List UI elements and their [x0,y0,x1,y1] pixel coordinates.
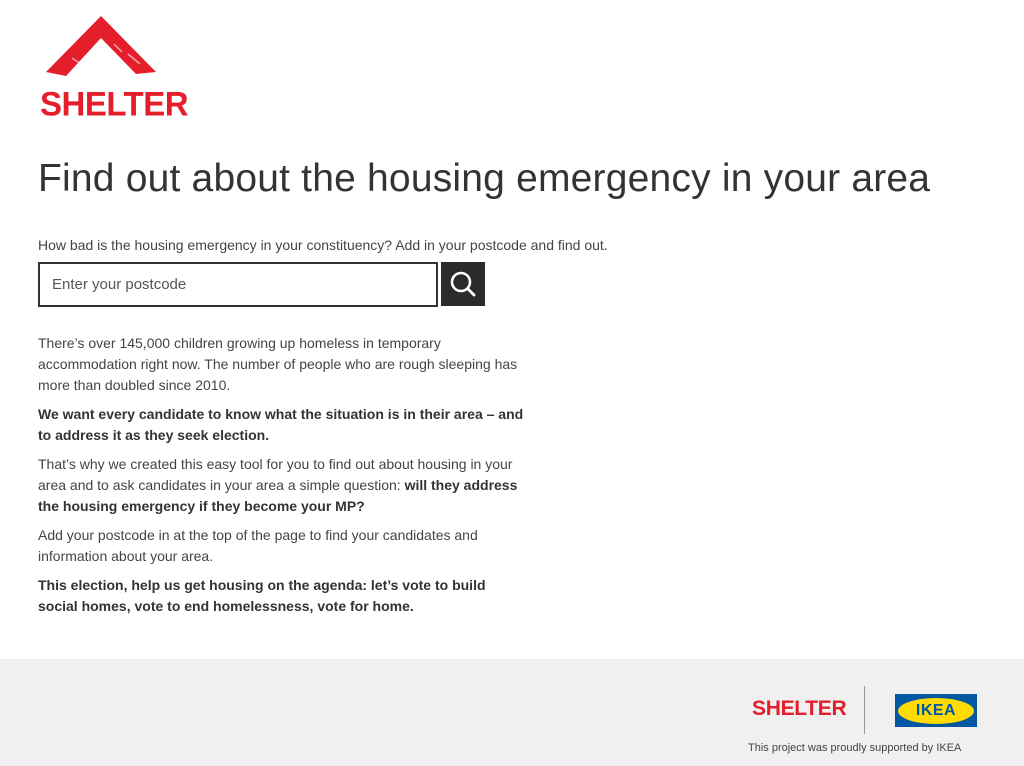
ikea-logo-text: IKEA [915,701,957,719]
footer-divider [864,686,865,734]
search-button[interactable] [441,262,485,306]
page-title: Find out about the housing emergency in your area [38,157,931,200]
search-icon [449,270,477,298]
paragraph-children-homeless: There’s over 145,000 children growing up homeless in temporary accommodation right now. The number of people who are rough sleeping has more than doubled since 2010. [38,335,518,393]
paragraph-tool: That’s why we created this easy tool for you to find out about housing in your area and to ask candidates in your area a simple question: will they address the housing emergency if they become your MP? [38,456,518,514]
postcode-input[interactable] [38,262,438,307]
description [38,333,528,617]
ikea-logo-oval [898,698,974,724]
logo-wordmark: SHELTER [40,84,189,123]
footer-note: This project was proudly supported by IKEA [748,742,962,754]
paragraph-election: This election, help us get housing on the agenda: let’s vote to build social homes, vote to end homelessness, vote for home. [38,577,486,614]
intro-text: How bad is the housing emergency in your constituency? Add in your postcode and find out. [38,237,608,253]
paragraph-candidates: We want every candidate to know what the situation is in their area – and to address it as they seek election. [38,406,524,443]
shelter-logo[interactable] [40,14,189,123]
footer-shelter-logo[interactable]: SHELTER [752,697,847,720]
ikea-logo[interactable] [895,694,977,727]
roof-icon [44,14,158,78]
footer [0,659,1024,766]
paragraph-add-postcode: Add your postcode in at the top of the page to find your candidates and information about your area. [38,527,478,564]
postcode-search [38,262,988,307]
main-content [38,150,988,625]
